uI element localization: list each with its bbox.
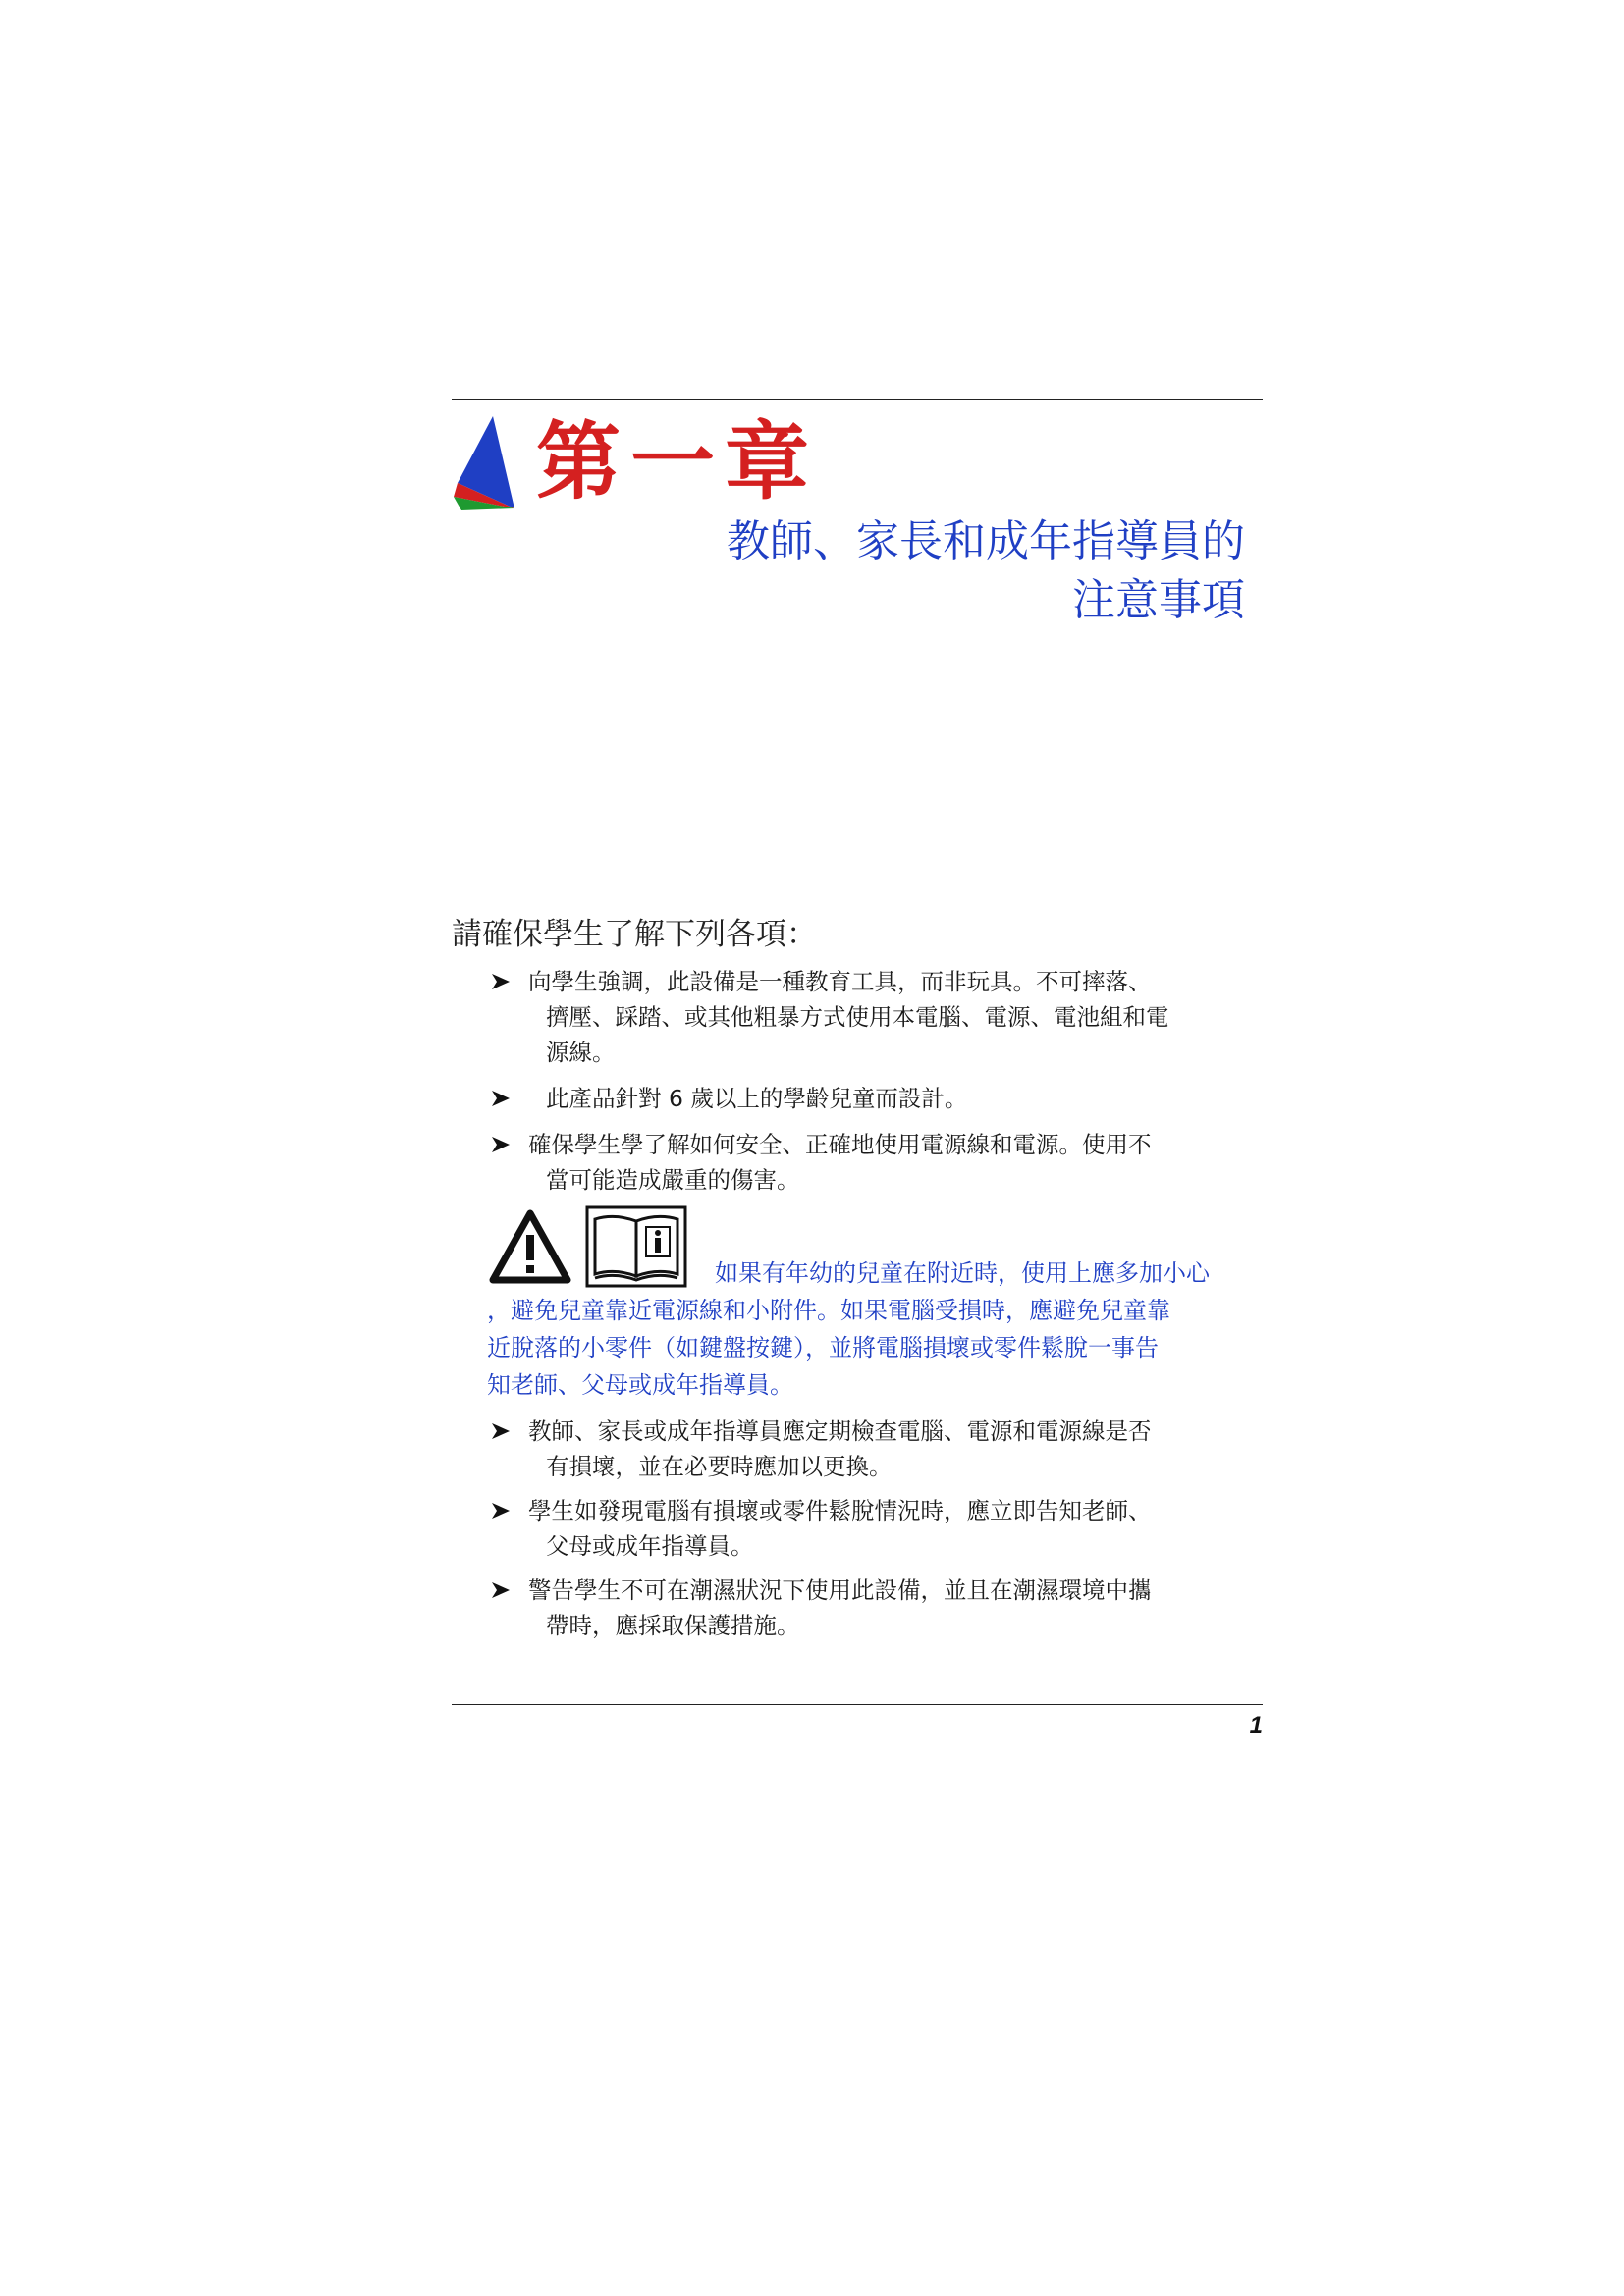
page-number: 1 bbox=[1249, 1712, 1263, 1738]
notice-text bbox=[487, 1255, 1263, 1404]
bottom-rule bbox=[452, 1704, 1263, 1705]
arrow-bullet-icon bbox=[491, 973, 511, 990]
bullet-line: 教師、家長或成年指導員應定期檢查電腦、電源和電源線是否 bbox=[528, 1417, 1152, 1445]
chapter-logo-icon bbox=[450, 414, 524, 512]
arrow-bullet-icon bbox=[491, 1422, 511, 1440]
bullet-line: 有損壞，並在必要時應加以更換。 bbox=[546, 1453, 893, 1480]
list-item bbox=[485, 1414, 1261, 1484]
bullet-line: 擠壓、踩踏、或其他粗暴方式使用本電腦、電源、電池組和電 bbox=[546, 1003, 1169, 1031]
bullet-line: 源線。 bbox=[546, 1039, 616, 1066]
arrow-bullet-icon bbox=[491, 1581, 511, 1599]
notice-line: 知老師、父母或成年指導員。 bbox=[487, 1371, 793, 1399]
bullet-line: 學生如發現電腦有損壞或零件鬆脫情況時，應立即告知老師、 bbox=[528, 1497, 1152, 1524]
notice-line: ，避免兒童靠近電源線和小附件。如果電腦受損時，應避免兒童靠 bbox=[487, 1297, 1170, 1324]
bullet-line: 帶時，應採取保護措施。 bbox=[546, 1612, 800, 1639]
arrow-bullet-icon bbox=[491, 1136, 511, 1153]
notice-line: 近脫落的小零件（如鍵盤按鍵），並將電腦損壞或零件鬆脫一事告 bbox=[487, 1334, 1159, 1362]
notice-line: 如果有年幼的兒童在附近時，使用上應多加小心 bbox=[715, 1259, 1210, 1287]
list-item bbox=[485, 1127, 1261, 1198]
bullet-line: 父母或成年指導員。 bbox=[546, 1532, 754, 1560]
bullet-line: 當可能造成嚴重的傷害。 bbox=[546, 1166, 800, 1194]
section-heading: 請確保學生了解下列各項： bbox=[452, 917, 817, 952]
arrow-bullet-icon bbox=[491, 1502, 511, 1520]
bullet-list bbox=[485, 1414, 1261, 1652]
bullet-line: 此產品針對 6 歲以上的學齡兒童而設計。 bbox=[546, 1085, 968, 1112]
bullet-line: 確保學生學了解如何安全、正確地使用電源線和電源。使用不 bbox=[528, 1131, 1152, 1158]
list-item bbox=[485, 1573, 1261, 1643]
chapter-title-line: 教師、家長和成年指導員的 bbox=[727, 516, 1245, 566]
arrow-bullet-icon bbox=[491, 1090, 511, 1107]
bullet-list bbox=[485, 964, 1261, 1208]
chapter-heading: 第一章 bbox=[536, 412, 819, 511]
chapter-title bbox=[727, 512, 1245, 630]
chapter-title-line: 注意事項 bbox=[1072, 575, 1245, 625]
list-item bbox=[485, 1081, 1261, 1116]
top-rule bbox=[452, 399, 1263, 400]
bullet-line: 向學生強調，此設備是一種教育工具，而非玩具。不可摔落、 bbox=[528, 968, 1152, 995]
bullet-line: 警告學生不可在潮濕狀況下使用此設備，並且在潮濕環境中攜 bbox=[528, 1576, 1152, 1604]
list-item bbox=[485, 964, 1261, 1070]
list-item bbox=[485, 1493, 1261, 1564]
